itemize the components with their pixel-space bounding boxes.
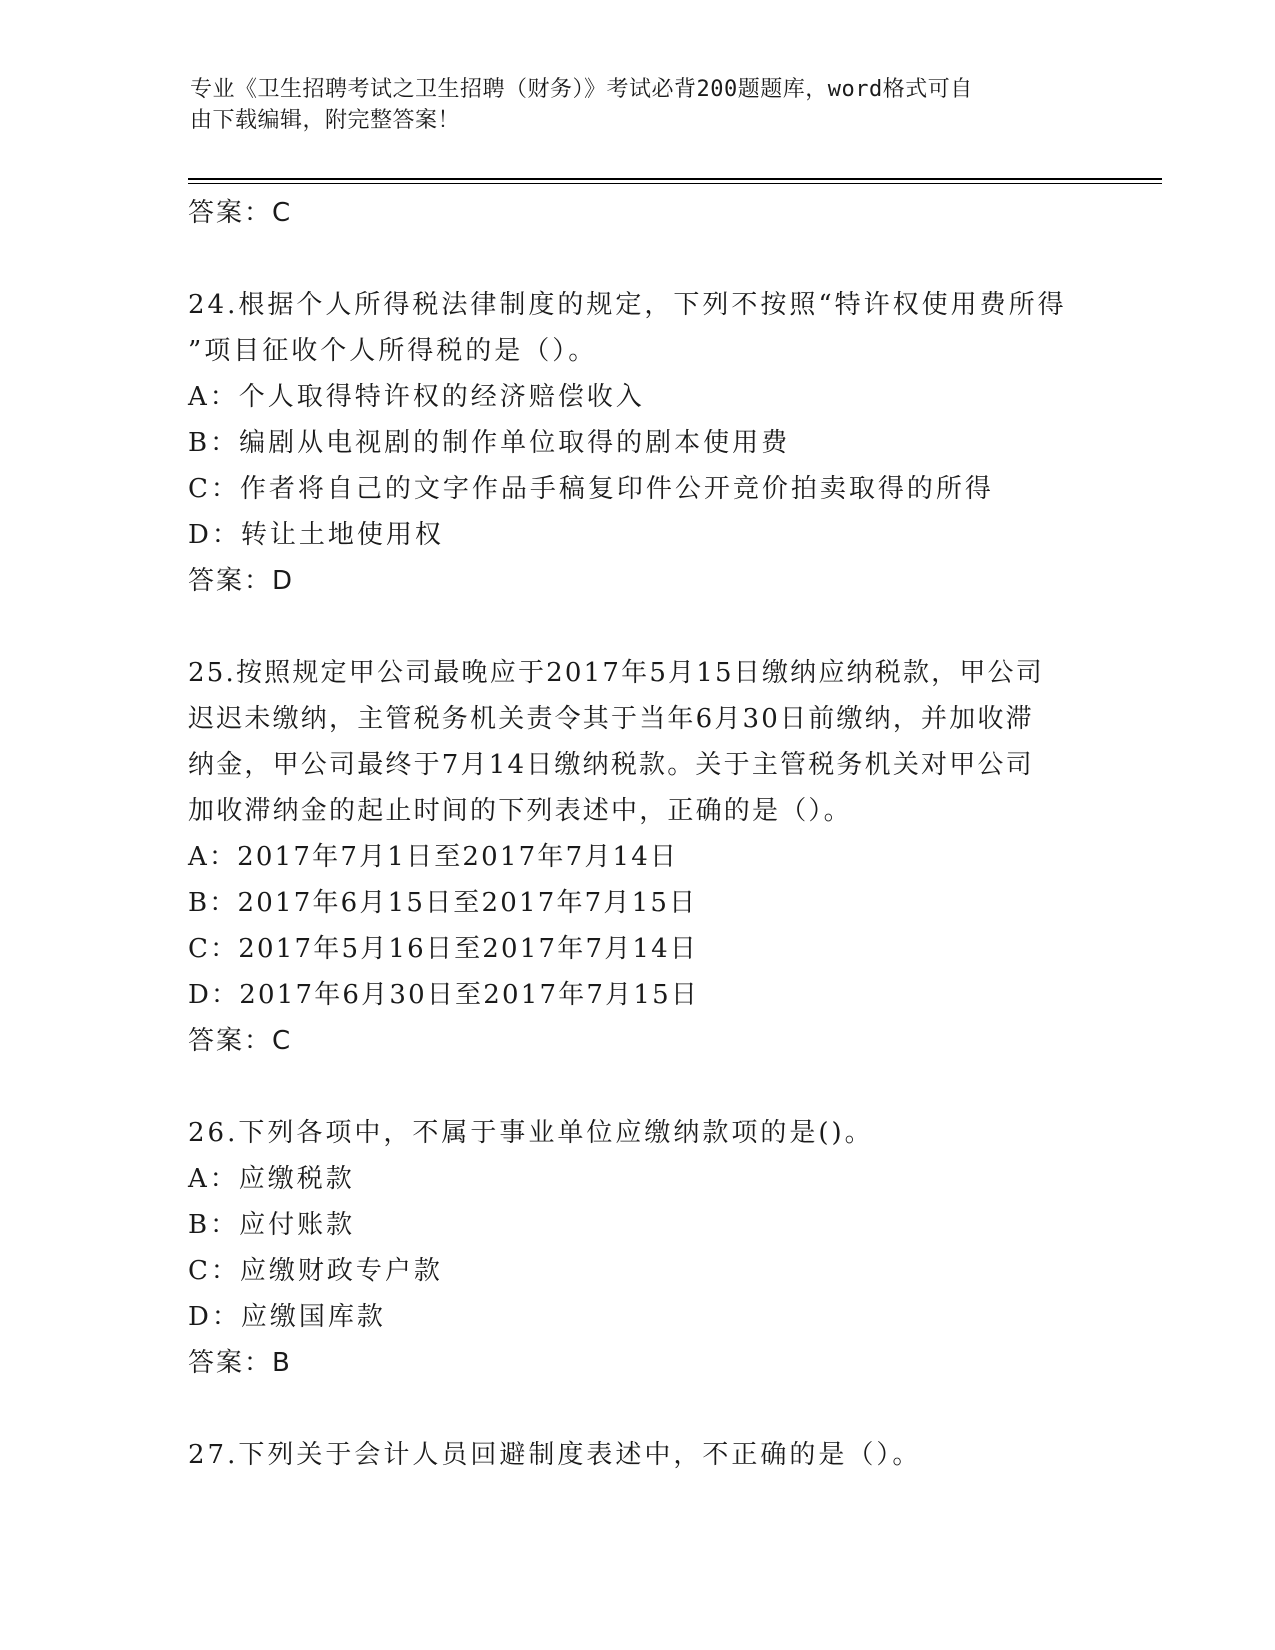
question-25-option-b: B：2017年6月15日至2017年7月15日 [188,888,698,918]
spacer [188,1386,1128,1432]
question-25-stem-line-1: 25.按照规定甲公司最晚应于2017年5月15日缴纳应纳税款，甲公司 [188,658,1044,688]
question-24 [188,282,1128,604]
spacer [188,604,1128,650]
question-26-option-b: B：应付账款 [188,1210,356,1240]
answer-previous: 答案：C [188,198,293,228]
question-27-stem: 27.下列关于会计人员回避制度表述中，不正确的是（）。 [188,1440,922,1470]
question-25 [188,650,1128,1064]
header-line-1: 专业《卫生招聘考试之卫生招聘（财务）》考试必背200题题库，word格式可自 [190,77,973,102]
header-divider-thick [188,178,1162,180]
question-27 [188,1432,1128,1478]
question-25-stem-line-3: 纳金，甲公司最终于7月14日缴纳税款。关于主管税务机关对甲公司 [188,750,1034,780]
question-25-option-c: C：2017年5月16日至2017年7月14日 [188,934,699,964]
header-line-2: 由下载编辑，附完整答案！ [190,108,461,133]
spacer [188,1064,1128,1110]
question-list [188,190,1128,1478]
question-26-option-a: A：应缴税款 [188,1164,355,1194]
question-24-option-a: A：个人取得特许权的经济赔偿收入 [188,382,645,412]
question-25-answer: 答案：C [188,1026,293,1056]
document-header [190,74,1080,136]
spacer [188,236,1128,282]
question-25-option-a: A：2017年7月1日至2017年7月14日 [188,842,679,872]
question-26-stem: 26.下列各项中，不属于事业单位应缴纳款项的是()。 [188,1118,874,1148]
question-24-option-b: B：编剧从电视剧的制作单位取得的剧本使用费 [188,428,791,458]
header-divider-thin [188,183,1162,184]
question-24-stem-line-2: ”项目征收个人所得税的是（）。 [188,336,598,366]
question-24-stem-line-1: 24.根据个人所得税法律制度的规定，下列不按照“特许权使用费所得 [188,290,1067,320]
question-24-option-d: D：转让土地使用权 [188,520,444,550]
question-24-answer: 答案：D [188,566,295,596]
question-25-option-d: D：2017年6月30日至2017年7月15日 [188,980,700,1010]
question-24-option-c: C：作者将自己的文字作品手稿复印件公开竞价拍卖取得的所得 [188,474,994,504]
question-25-stem-line-4: 加收滞纳金的起止时间的下列表述中，正确的是（）。 [188,796,852,826]
question-26-answer: 答案：B [188,1348,292,1378]
question-26-option-d: D：应缴国库款 [188,1302,386,1332]
question-25-stem-line-2: 迟迟未缴纳，主管税务机关责令其于当年6月30日前缴纳，并加收滞 [188,704,1034,734]
question-26 [188,1110,1128,1386]
question-26-option-c: C：应缴财政专户款 [188,1256,443,1286]
